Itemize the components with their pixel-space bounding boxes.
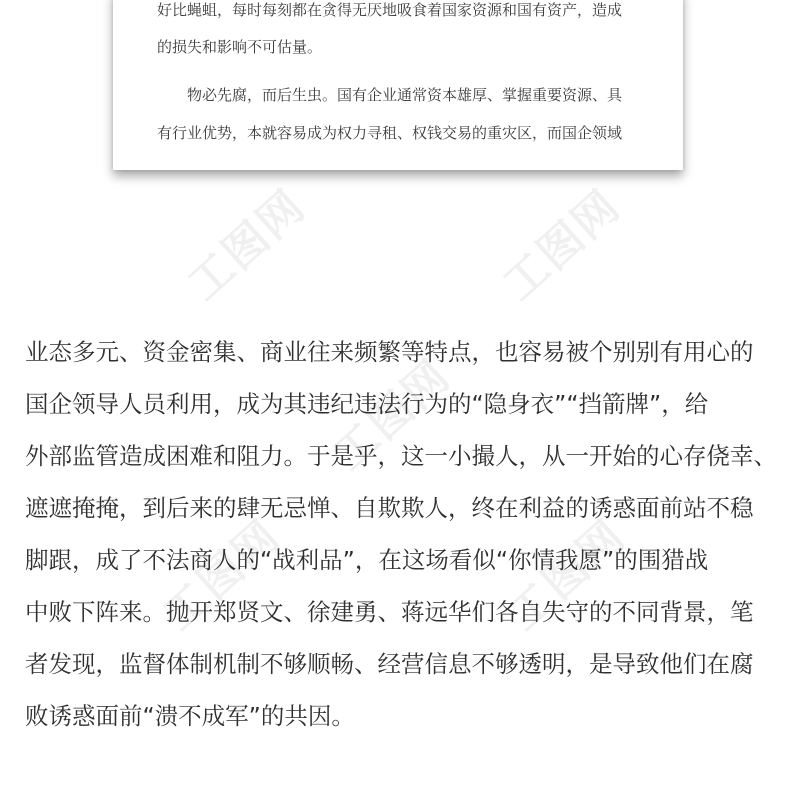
body-line-3: 外部监管造成困难和阻力。于是乎，这一小撮人，从一开始的心存侥幸、 — [25, 442, 777, 470]
body-line-6: 中败下阵来。抛开郑贤文、徐建勇、蒋远华们各自失守的不同背景，笔 — [25, 598, 754, 626]
card-line-2: 的损失和影响不可估量。 — [157, 38, 323, 56]
card-line-4: 有行业优势，本就容易成为权力寻租、权钱交易的重灾区，而国企领域 — [157, 124, 623, 142]
watermark-logo: 工图网 — [493, 180, 631, 311]
body-line-4: 遮遮掩掩，到后来的肆无忌惮、自欺欺人，终在利益的诱惑面前站不稳 — [25, 494, 754, 522]
card-line-1: 好比蝇蛆，每时每刻都在贪得无厌地吸食着国家资源和国有资产，造成 — [157, 1, 623, 19]
card-line-3: 物必先腐，而后生虫。国有企业通常资本雄厚、掌握重要资源、具 — [157, 86, 623, 104]
body-line-8: 败诱惑面前“溃不成军”的共因。 — [25, 702, 355, 730]
body-line-7: 者发现，监督体制机制不够顺畅、经营信息不够透明，是导致他们在腐 — [25, 650, 754, 678]
watermark-logo: 工图网 — [153, 510, 291, 641]
quote-card — [113, 0, 683, 170]
watermark-logo: 工图网 — [498, 510, 636, 641]
body-line-5: 脚跟，成了不法商人的“战利品”，在这场看似“你情我愿”的围猎战 — [25, 546, 709, 574]
watermark-logo: 工图网 — [178, 180, 316, 311]
body-line-1: 业态多元、资金密集、商业往来频繁等特点，也容易被个别别有用心的 — [25, 338, 754, 366]
watermark-logo: 工图网 — [323, 350, 461, 481]
article-body — [25, 326, 785, 742]
body-line-2: 国企领导人员利用，成为其违纪违法行为的“隐身衣”“挡箭牌”，给 — [25, 390, 709, 418]
